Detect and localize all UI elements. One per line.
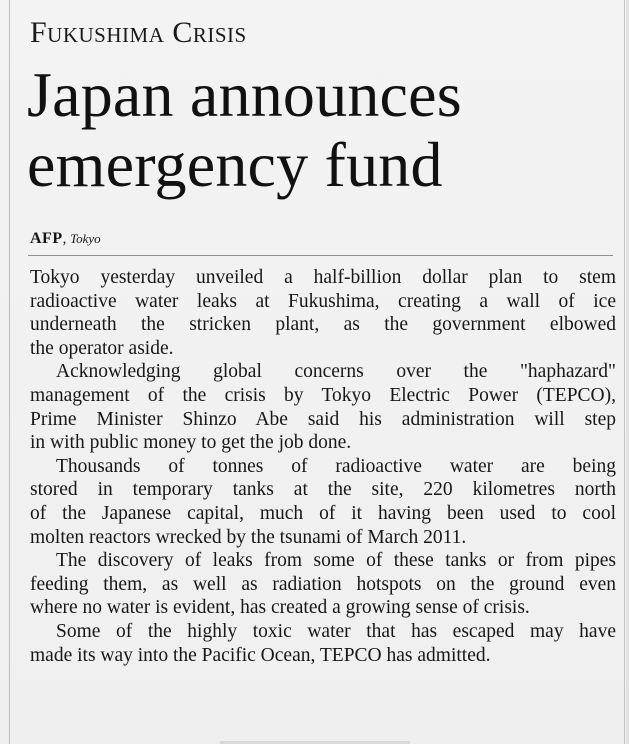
column-rule-right — [624, 0, 625, 744]
paragraph-1 — [30, 266, 616, 360]
paragraph-3 — [30, 455, 616, 549]
paragraph-line: feeding them, as well as radiation hotspots on the ground even — [30, 573, 616, 595]
byline-divider — [28, 255, 613, 256]
paragraph-line: underneath the stricken plant, as the government elbowed — [30, 314, 616, 336]
paragraph-5 — [30, 620, 616, 667]
section-kicker: Fukushima Crisis — [30, 16, 247, 49]
headline-line-2: emergency fund — [27, 129, 443, 200]
byline-agency: AFP — [30, 230, 63, 247]
paragraph-line: management of the crisis by Tokyo Electric Power (TEPCO), — [30, 384, 616, 406]
paragraph-line: of the Japanese capital, much of it having been used to cool — [30, 502, 616, 524]
paragraph-line: made its way into the Pacific Ocean, TEPCO has admitted. — [30, 644, 491, 666]
paragraph-line: radioactive water leaks at Fukushima, creating a wall of ice — [30, 290, 616, 312]
paragraph-line: where no water is evident, has created a growing sense of crisis. — [30, 597, 530, 619]
headline-line-1: Japan announces — [27, 59, 462, 130]
paragraph-line: molten reactors wrecked by the tsunami of March 2011. — [30, 526, 467, 548]
byline — [30, 230, 101, 248]
paragraph-line: the operator aside. — [30, 337, 174, 359]
paragraph-line: Acknowledging global concerns over the "haphazard" — [56, 361, 616, 383]
column-rule-left — [9, 0, 10, 744]
paragraph-4 — [30, 549, 616, 620]
paragraph-line: stored in temporary tanks at the site, 220 kilometres north — [30, 479, 616, 501]
paragraph-line: Some of the highly toxic water that has escaped may have — [56, 620, 616, 642]
headline — [27, 60, 617, 200]
byline-place: Tokyo — [70, 231, 101, 246]
paragraph-line: Thousands of tonnes of radioactive water are being — [56, 455, 616, 477]
article-body — [30, 266, 616, 667]
paragraph-line: Prime Minister Shinzo Abe said his administration will step — [30, 408, 616, 430]
paragraph-line: in with public money to get the job done. — [30, 432, 352, 454]
paragraph-2 — [30, 360, 616, 454]
byline-separator: , — [62, 231, 67, 247]
paragraph-line: Tokyo yesterday unveiled a half-billion dollar plan to stem — [30, 267, 616, 288]
paragraph-line: The discovery of leaks from some of these tanks or from pipes — [56, 550, 616, 572]
